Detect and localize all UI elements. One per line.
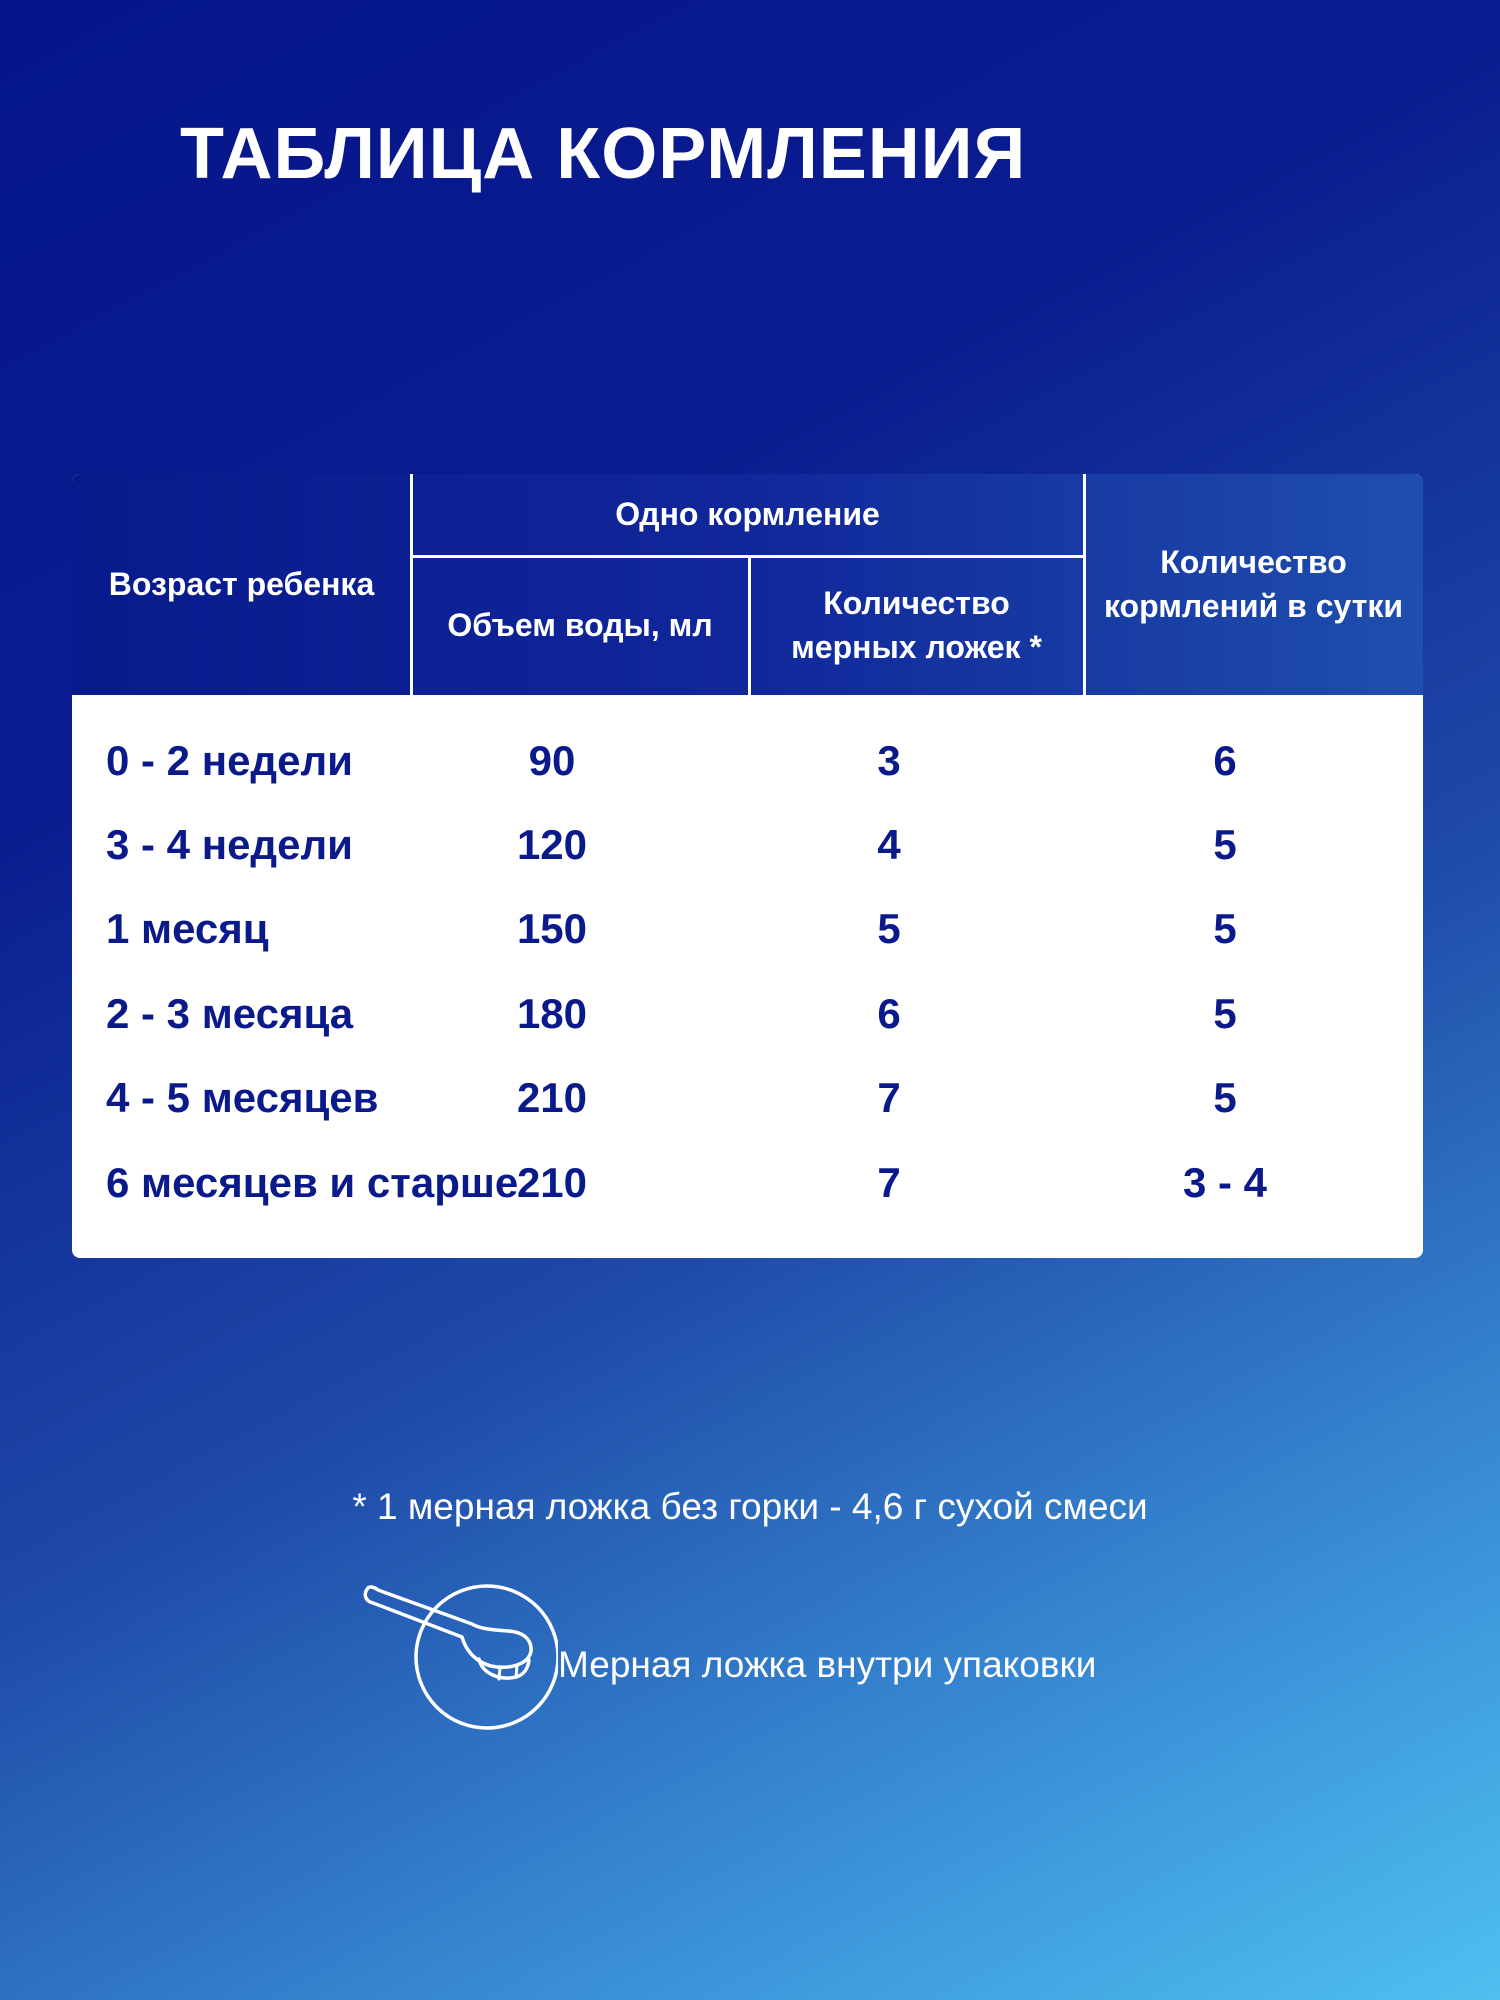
header-spoons-line2: мерных ложек * (791, 628, 1042, 665)
header-divider (748, 556, 751, 695)
header-divider (410, 474, 413, 695)
header-feeds-line1: Количество (1160, 544, 1347, 581)
cell-age: 0 - 2 недели (106, 737, 353, 784)
cell-age: 1 месяц (106, 905, 269, 952)
cell-feeds: 3 - 4 (1182, 1159, 1268, 1206)
header-water-volume: Объем воды, мл (447, 606, 713, 643)
cell-feeds: 5 (1213, 990, 1237, 1037)
table-row (72, 803, 1423, 887)
spoon-note: Мерная ложка внутри упаковки (558, 1644, 1097, 1685)
header-feeds-per-day (1084, 474, 1423, 695)
cell-age: 6 месяцев и старше (106, 1159, 519, 1206)
feeding-table (72, 474, 1423, 1258)
table-row (72, 1056, 1423, 1140)
cell-spoons: 4 (877, 821, 901, 868)
cell-spoons: 7 (877, 1074, 901, 1121)
header-spoons (749, 556, 1084, 695)
cell-water: 90 (528, 737, 576, 784)
table-row (72, 887, 1423, 971)
table-row (72, 1141, 1423, 1225)
cell-spoons: 7 (877, 1159, 901, 1206)
cell-spoons: 6 (877, 990, 901, 1037)
cell-water: 210 (516, 1074, 588, 1121)
header-spoons-line1: Количество (823, 585, 1010, 622)
measuring-spoon-icon (358, 1580, 558, 1735)
cell-water: 180 (516, 990, 588, 1037)
header-divider (1083, 474, 1086, 695)
cell-age: 4 - 5 месяцев (106, 1074, 379, 1121)
header-age: Возраст ребенка (108, 565, 375, 602)
table-row (72, 972, 1423, 1056)
cell-water: 120 (516, 821, 588, 868)
cell-water: 150 (516, 905, 588, 952)
cell-feeds: 6 (1213, 737, 1237, 784)
header-single-feeding: Одно кормление (615, 496, 880, 533)
cell-water: 210 (516, 1159, 588, 1206)
header-divider (411, 555, 1084, 558)
cell-feeds: 5 (1213, 821, 1237, 868)
cell-age: 3 - 4 недели (106, 821, 353, 868)
cell-feeds: 5 (1213, 905, 1237, 952)
footnote: * 1 мерная ложка без горки - 4,6 г сухой смеси (352, 1486, 1148, 1527)
cell-spoons: 3 (877, 737, 901, 784)
cell-feeds: 5 (1213, 1074, 1237, 1121)
cell-age: 2 - 3 месяца (106, 990, 354, 1037)
cell-spoons: 5 (877, 905, 901, 952)
table-row (72, 719, 1423, 803)
table-header (72, 474, 1423, 695)
page-title: ТАБЛИЦА КОРМЛЕНИЯ (180, 114, 1027, 194)
header-feeds-line2: кормлений в сутки (1103, 587, 1404, 624)
